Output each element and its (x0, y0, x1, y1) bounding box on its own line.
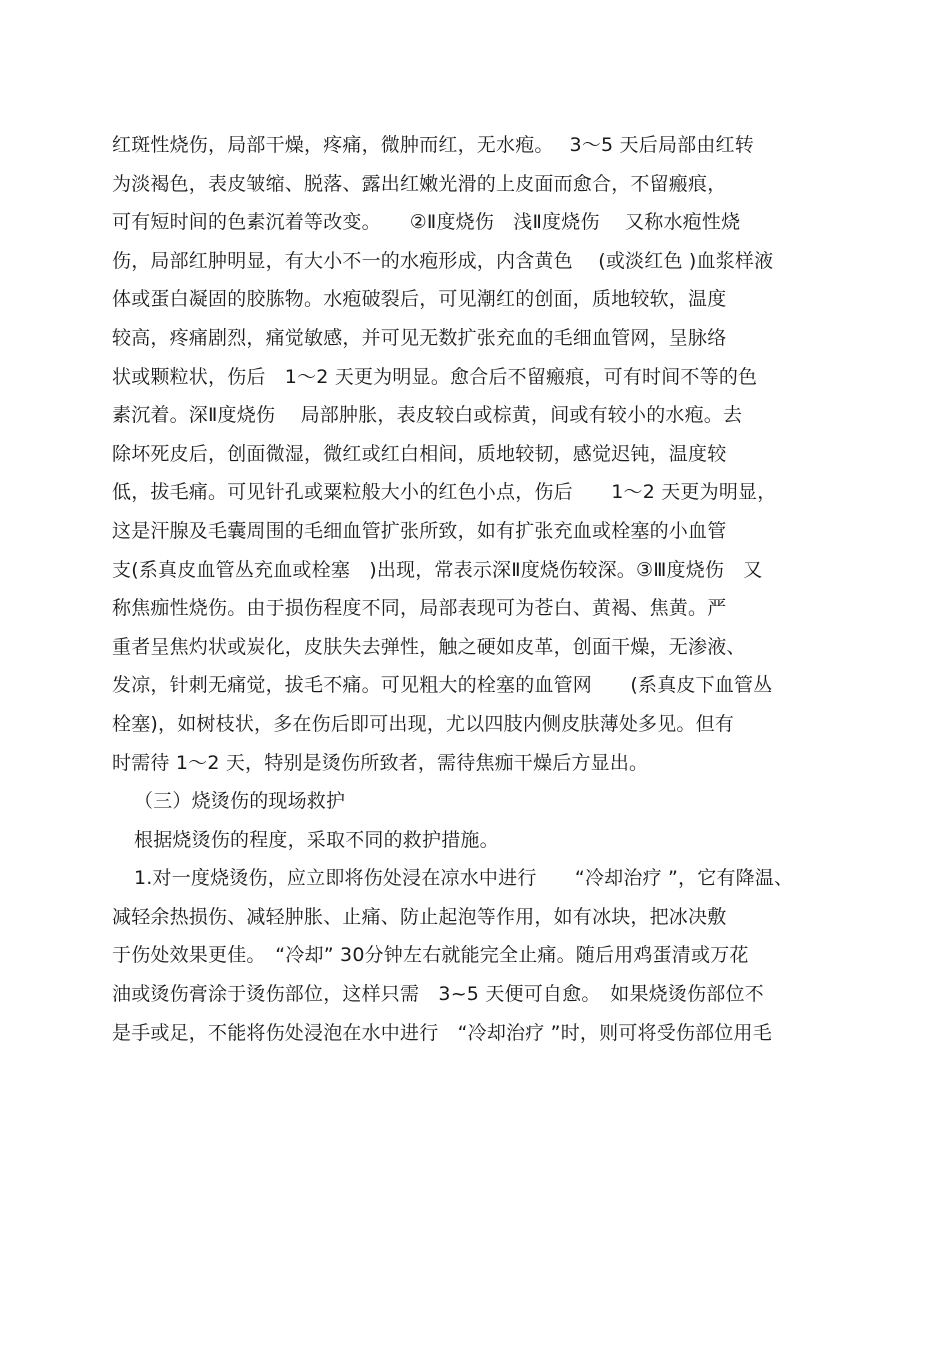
text-line: 支(系真皮血管丛充血或栓塞 )出现，常表示深Ⅱ度烧伤较深。③Ⅲ度烧伤 又 (112, 558, 763, 581)
text-line: 可有短时间的色素沉着等改变。 ②Ⅱ度烧伤 浅Ⅱ度烧伤 又称水疱性烧 (112, 211, 741, 234)
section-heading: （三）烧烫伤的现场救护 (134, 790, 346, 813)
text-line: 红斑性烧伤，局部干燥，疼痛，微肿而红，无水疱。 3～5 天后局部由红转 (112, 134, 754, 156)
text-line: 这是汗腺及毛囊周围的毛细血管扩张所致，如有扩张充血或栓塞的小血管 (112, 519, 727, 542)
text-line: 为淡褐色，表皮皱缩、脱落、露出红嫩光滑的上皮面而愈合，不留瘢痕， (112, 172, 727, 195)
text-line: 素沉着。深Ⅱ度烧伤 局部肿胀，表皮较白或棕黄，间或有较小的水疱。去 (112, 404, 743, 427)
body-text (112, 126, 842, 1052)
text-line: 伤，局部红肿明显，有大小不一的水疱形成，内含黄色 (或淡红色 )血浆样液 (112, 249, 774, 272)
text-line: 称焦痂性烧伤。由于损伤程度不同，局部表现可为苍白、黄褐、焦黄。严 (112, 597, 727, 620)
text-line: 重者呈焦灼状或炭化，皮肤失去弹性，触之硬如皮革，创面干燥，无渗液、 (112, 635, 746, 658)
text-line: 体或蛋白凝固的胶胨物。水疱破裂后，可见潮红的创面，质地较软，温度 (112, 288, 727, 311)
text-line: 发凉，针刺无痛觉，拔毛不痛。可见粗大的栓塞的血管网 (系真皮下血管丛 (112, 674, 773, 697)
text-line: 根据烧烫伤的程度，采取不同的救护措施。 (134, 828, 499, 851)
text-line: 是手或足，不能将伤处浸泡在水中进行 “冷却治疗 ”时，则可将受伤部位用毛 (112, 1021, 772, 1044)
text-line: 减轻余热损伤、减轻肿胀、止痛、防止起泡等作用，如有冰块，把冰决敷 (112, 905, 727, 928)
text-line: 1.对一度烧烫伤，应立即将伤处浸在凉水中进行 “冷却治疗 ”，它有降温、 (134, 867, 794, 890)
text-line: 除坏死皮后，创面微湿，微红或红白相间，质地较韧，感觉迟钝，温度较 (112, 442, 727, 465)
text-line: 油或烫伤膏涂于烫伤部位，这样只需 3~5 天便可自愈。 如果烧烫伤部位不 (112, 983, 764, 1006)
text-line: 较高，疼痛剧烈，痛觉敏感，并可见无数扩张充血的毛细血管网，呈脉络 (112, 326, 727, 349)
text-line: 于伤处效果更佳。 “冷却” 30分钟左右就能完全止痛。随后用鸡蛋清或万花 (112, 944, 749, 967)
text-line: 低，拔毛痛。可见针孔或粟粒般大小的红色小点，伤后 1～2 天更为明显， (112, 481, 777, 504)
text-line: 栓塞)，如树枝状，多在伤后即可出现，尤以四肢内侧皮肤薄处多见。但有 (112, 712, 735, 735)
text-line: 状或颗粒状，伤后 1～2 天更为明显。愈合后不留瘢痕，可有时间不等的色 (112, 365, 758, 388)
text-line: 时需待 1～2 天，特别是烫伤所致者，需待焦痂干燥后方显出。 (112, 751, 649, 774)
